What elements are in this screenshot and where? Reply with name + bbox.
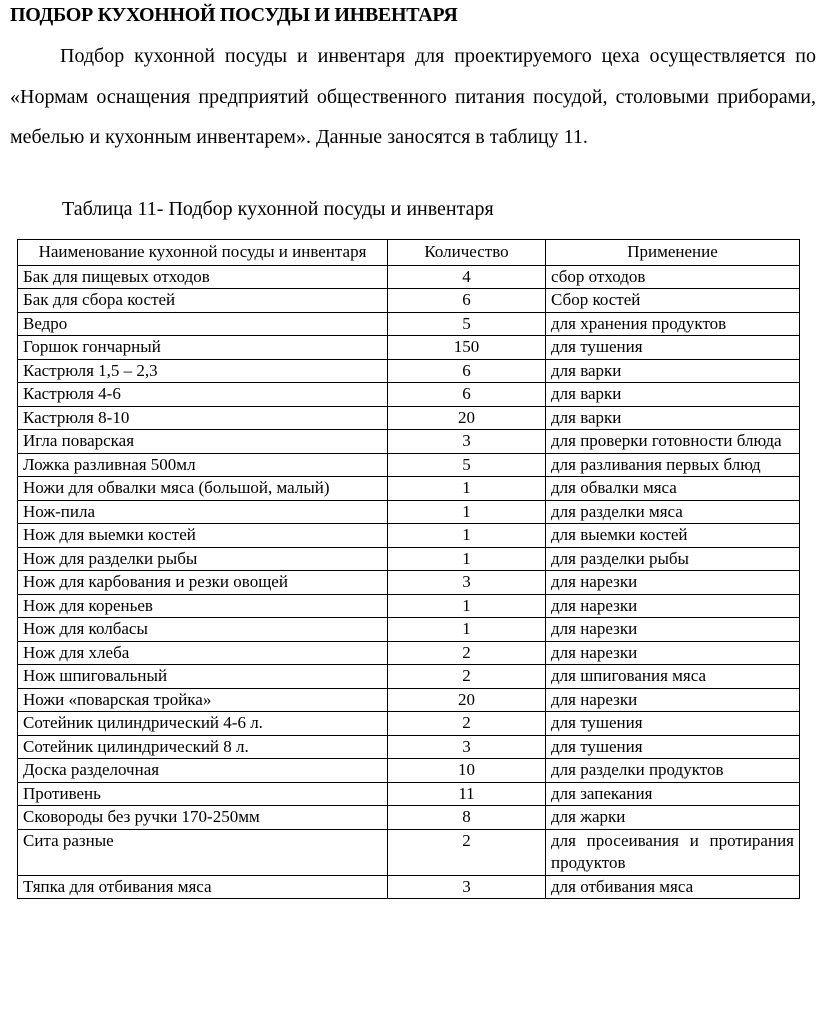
cell-quantity: 6 <box>388 289 546 313</box>
cell-usage: для нарезки <box>546 641 800 665</box>
document-heading: ПОДБОР КУХОННОЙ ПОСУДЫ И ИНВЕНТАРЯ <box>10 4 458 26</box>
cell-name: Нож для карбования и резки овощей <box>18 571 388 595</box>
cell-name: Ложка разливная 500мл <box>18 453 388 477</box>
cell-name: Ножи «поварская тройка» <box>18 688 388 712</box>
table-row <box>18 265 800 289</box>
cell-quantity: 5 <box>388 312 546 336</box>
cell-name: Тяпка для отбивания мяса <box>18 875 388 899</box>
cell-usage: для нарезки <box>546 618 800 642</box>
cell-usage: для тушения <box>546 712 800 736</box>
cell-quantity: 1 <box>388 524 546 548</box>
table-header-row <box>18 240 800 266</box>
cell-quantity: 11 <box>388 782 546 806</box>
cell-quantity: 3 <box>388 875 546 899</box>
cell-name: Сотейник цилиндрический 8 л. <box>18 735 388 759</box>
cell-name: Нож шпиговальный <box>18 665 388 689</box>
header-usage: Применение <box>546 240 800 266</box>
cell-name: Нож для выемки костей <box>18 524 388 548</box>
header-quantity: Количество <box>388 240 546 266</box>
cell-name: Нож для колбасы <box>18 618 388 642</box>
cell-usage: для выемки костей <box>546 524 800 548</box>
cell-quantity: 4 <box>388 265 546 289</box>
cell-quantity: 3 <box>388 571 546 595</box>
table-row <box>18 500 800 524</box>
table-row <box>18 665 800 689</box>
cell-quantity: 1 <box>388 500 546 524</box>
table-row <box>18 289 800 313</box>
cell-name: Нож для разделки рыбы <box>18 547 388 571</box>
table-row <box>18 641 800 665</box>
table-row <box>18 430 800 454</box>
cell-quantity: 2 <box>388 829 546 875</box>
cell-usage: сбор отходов <box>546 265 800 289</box>
table-row <box>18 829 800 875</box>
cell-quantity: 1 <box>388 618 546 642</box>
cell-name: Бак для пищевых отходов <box>18 265 388 289</box>
cell-quantity: 8 <box>388 806 546 830</box>
cell-name: Нож-пила <box>18 500 388 524</box>
cell-name: Ведро <box>18 312 388 336</box>
table-row <box>18 712 800 736</box>
cell-usage: для разделки рыбы <box>546 547 800 571</box>
header-name: Наименование кухонной посуды и инвентаря <box>18 240 388 266</box>
cell-quantity: 150 <box>388 336 546 360</box>
cell-name: Сковороды без ручки 170-250мм <box>18 806 388 830</box>
cell-quantity: 6 <box>388 383 546 407</box>
cell-quantity: 20 <box>388 406 546 430</box>
cell-name: Бак для сбора костей <box>18 289 388 313</box>
table-row <box>18 383 800 407</box>
cell-usage: для тушения <box>546 336 800 360</box>
cell-quantity: 5 <box>388 453 546 477</box>
table-row <box>18 688 800 712</box>
cell-usage: для запекания <box>546 782 800 806</box>
cell-quantity: 1 <box>388 547 546 571</box>
cell-usage: для просеивания и протирания продуктов <box>546 829 800 875</box>
cell-quantity: 10 <box>388 759 546 783</box>
table-row <box>18 524 800 548</box>
cell-quantity: 1 <box>388 477 546 501</box>
cell-name: Горшок гончарный <box>18 336 388 360</box>
table-row <box>18 406 800 430</box>
table-row <box>18 312 800 336</box>
cell-usage: для разделки продуктов <box>546 759 800 783</box>
cell-usage: для разделки мяса <box>546 500 800 524</box>
cell-quantity: 3 <box>388 430 546 454</box>
intro-paragraph <box>10 36 816 158</box>
cell-usage: Сбор костей <box>546 289 800 313</box>
cell-usage: для проверки готовности блюда <box>546 430 800 454</box>
cell-quantity: 1 <box>388 594 546 618</box>
cell-name: Кастрюля 8-10 <box>18 406 388 430</box>
cell-usage: для разливания первых блюд <box>546 453 800 477</box>
cell-quantity: 2 <box>388 641 546 665</box>
table-row <box>18 359 800 383</box>
cell-name: Сотейник цилиндрический 4-6 л. <box>18 712 388 736</box>
cell-usage: для тушения <box>546 735 800 759</box>
cell-name: Доска разделочная <box>18 759 388 783</box>
table-row <box>18 806 800 830</box>
cell-name: Кастрюля 1,5 – 2,3 <box>18 359 388 383</box>
cell-quantity: 2 <box>388 665 546 689</box>
table-row <box>18 735 800 759</box>
table-row <box>18 875 800 899</box>
table-row <box>18 477 800 501</box>
table-row <box>18 618 800 642</box>
cell-name: Ножи для обвалки мяса (большой, малый) <box>18 477 388 501</box>
cell-quantity: 20 <box>388 688 546 712</box>
cell-name: Противень <box>18 782 388 806</box>
table-row <box>18 782 800 806</box>
table-caption: Таблица 11- Подбор кухонной посуды и инвентаря <box>62 198 494 220</box>
table-row <box>18 571 800 595</box>
cell-quantity: 2 <box>388 712 546 736</box>
table-row <box>18 453 800 477</box>
cell-usage: для шпигования мяса <box>546 665 800 689</box>
table-row <box>18 336 800 360</box>
equipment-table <box>17 239 800 899</box>
cell-name: Кастрюля 4-6 <box>18 383 388 407</box>
cell-usage: для варки <box>546 383 800 407</box>
intro-paragraph-text: Подбор кухонной посуды и инвентаря для проектируемого цеха осуществляется по «Нормам оснащения предприятий общественного питания посудой, столовыми приборами, мебелью и кухонным инвентарем». Данные заносятся в таблицу 11. <box>10 45 816 148</box>
cell-usage: для хранения продуктов <box>546 312 800 336</box>
table-body <box>18 265 800 899</box>
cell-usage: для отбивания мяса <box>546 875 800 899</box>
cell-usage: для нарезки <box>546 688 800 712</box>
cell-quantity: 6 <box>388 359 546 383</box>
cell-name: Нож для кореньев <box>18 594 388 618</box>
cell-name: Нож для хлеба <box>18 641 388 665</box>
cell-usage: для нарезки <box>546 594 800 618</box>
cell-usage: для обвалки мяса <box>546 477 800 501</box>
cell-quantity: 3 <box>388 735 546 759</box>
cell-name: Игла поварская <box>18 430 388 454</box>
table-row <box>18 759 800 783</box>
cell-usage: для варки <box>546 359 800 383</box>
cell-name: Сита разные <box>18 829 388 875</box>
cell-usage: для нарезки <box>546 571 800 595</box>
cell-usage: для варки <box>546 406 800 430</box>
cell-usage: для жарки <box>546 806 800 830</box>
table-row <box>18 547 800 571</box>
table-row <box>18 594 800 618</box>
